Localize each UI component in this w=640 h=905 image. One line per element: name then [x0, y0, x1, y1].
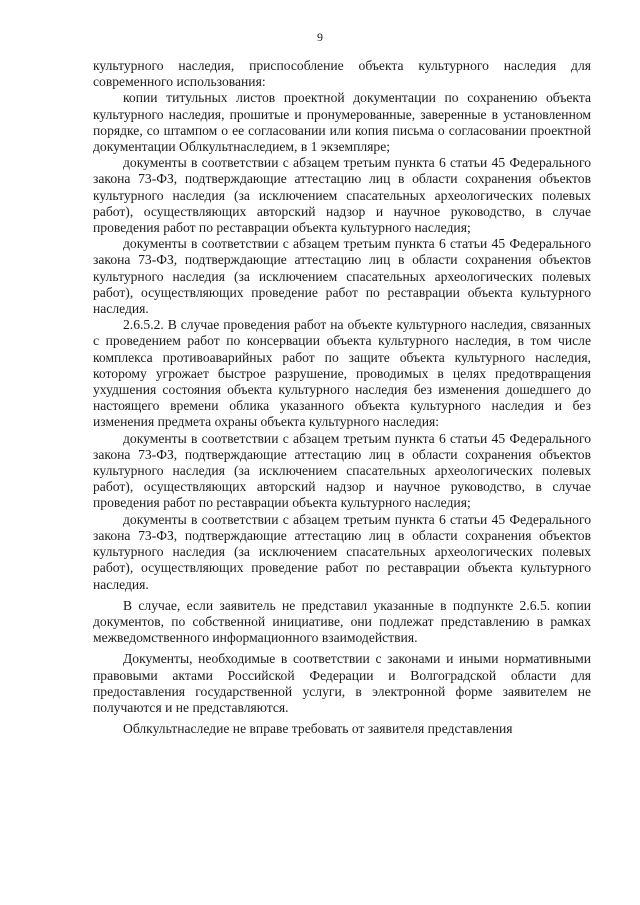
page-number: 9: [317, 30, 323, 44]
paragraph-attestation-supervision-2: документы в соответствии с абзацем третьим пункта 6 статьи 45 Федерального закона 73-ФЗ, подтверждающие аттестацию лиц в области сохранения объектов культурного наследия (за исключением спасательных археологических полевых работ), осуществляющих авторский надзор и научное руководство, в случае проведения работ по реставрации объекта культурного наследия;: [93, 430, 591, 511]
paragraph-interagency: В случае, если заявитель не представил указанные в подпункте 2.6.5. копии документов, по собственной инициативе, они подлежат представлению в рамках межведомственного информационного взаимодействия.: [93, 597, 591, 646]
paragraph-continuation: культурного наследия, приспособление объекта культурного наследия для современного использования:: [93, 58, 591, 90]
document-body: [93, 58, 591, 737]
paragraph-title-page-copies: копии титульных листов проектной документации по сохранению объекта культурного наследия, прошитые и пронумерованные, заверенные в установленном порядке, со штампом о ее согласовании или копия письма о согласовании проектной документации Облкультнаследием, в 1 экземпляре;: [93, 90, 591, 155]
paragraph-electronic-form: Документы, необходимые в соответствии с законами и иными нормативными правовыми актами Российской Федерации и Волгоградской области для предоставления государственной услуги, в электронной форме заявителем не получаются и не представляются.: [93, 651, 591, 715]
paragraph-attestation-supervision: документы в соответствии с абзацем третьим пункта 6 статьи 45 Федерального закона 73-ФЗ, подтверждающие аттестацию лиц в области сохранения объектов культурного наследия (за исключением спасательных археологических полевых работ), осуществляющих авторский надзор и научное руководство, в случае проведения работ по реставрации объекта культурного наследия;: [93, 155, 591, 236]
paragraph-attestation-restoration: документы в соответствии с абзацем третьим пункта 6 статьи 45 Федерального закона 73-ФЗ, подтверждающие аттестацию лиц в области сохранения объектов культурного наследия (за исключением спасательных археологических полевых работ), осуществляющих проведение работ по реставрации объекта культурного наследия.: [93, 236, 591, 317]
paragraph-clause-2-6-5-2: 2.6.5.2. В случае проведения работ на объекте культурного наследия, связанных с проведением работ по консервации объекта культурного наследия, в том числе комплекса противоаварийных работ по защите объекта культурного наследия, которому угрожает быстрое разрушение, проводимых в целях предотвращения ухудшения состояния объекта культурного наследия без изменения дошедшего до настоящего времени облика указанного объекта культурного наследия и без изменения предмета охраны объекта культурного наследия:: [93, 317, 591, 430]
paragraph-prohibition: Облкультнаследие не вправе требовать от заявителя представления: [123, 721, 513, 737]
paragraph-attestation-restoration-2: документы в соответствии с абзацем третьим пункта 6 статьи 45 Федерального закона 73-ФЗ, подтверждающие аттестацию лиц в области сохранения объектов культурного наследия (за исключением спасательных археологических полевых работ), осуществляющих проведение работ по реставрации объекта культурного наследия.: [93, 511, 591, 592]
